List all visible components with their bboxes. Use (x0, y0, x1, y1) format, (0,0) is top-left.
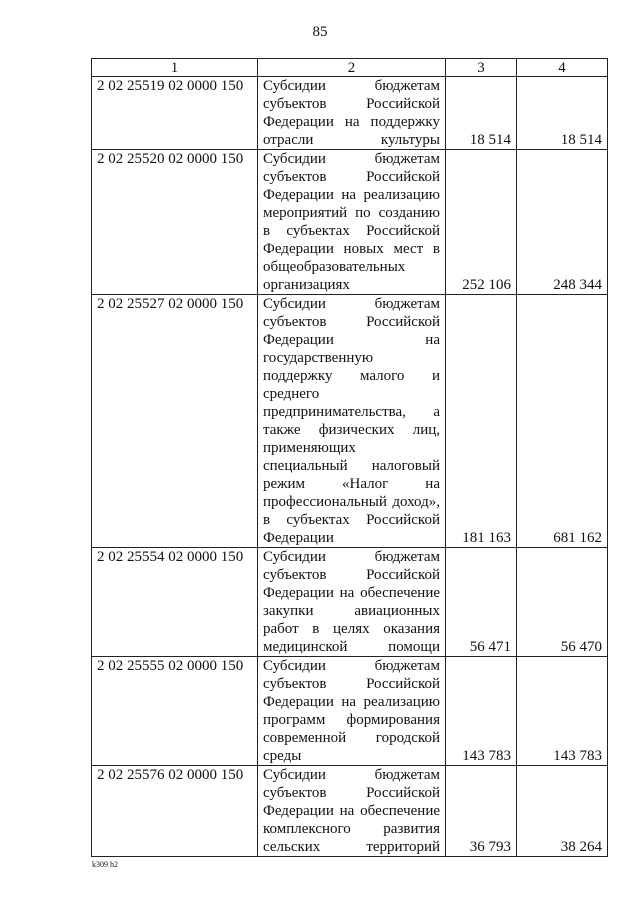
amount-col3-cell: 181 163 (446, 295, 517, 548)
description-cell: Субсидии бюджетам субъектов Российской Федерации на государственную поддержку малого и среднего предпринимательства, а также физических лиц, применяющих специальный налоговый режим «Налог на профессиональный доход», в субъектах Российской Федерации (258, 295, 446, 548)
amount-col4-cell: 56 470 (517, 548, 608, 657)
income-code-cell: 2 02 25520 02 0000 150 (92, 150, 258, 295)
income-code-cell: 2 02 25576 02 0000 150 (92, 766, 258, 857)
income-code-cell: 2 02 25519 02 0000 150 (92, 77, 258, 150)
column-header-4: 4 (517, 59, 608, 77)
amount-col3-cell: 36 793 (446, 766, 517, 857)
description-cell: Субсидии бюджетам субъектов Российской Федерации на обеспечение закупки авиационных работ в целях оказания медицинской помощи (258, 548, 446, 657)
table-row (92, 548, 608, 657)
description-cell: Субсидии бюджетам субъектов Российской Федерации на обеспечение комплексного развития сельских территорий (258, 766, 446, 857)
amount-col4-cell: 681 162 (517, 295, 608, 548)
amount-col3-cell: 252 106 (446, 150, 517, 295)
amount-col4-cell: 38 264 (517, 766, 608, 857)
page-number: 85 (312, 24, 328, 40)
table-row (92, 295, 608, 548)
amount-col3-cell: 56 471 (446, 548, 517, 657)
amount-col4-cell: 18 514 (517, 77, 608, 150)
column-header-1: 1 (92, 59, 258, 77)
table-row (92, 150, 608, 295)
budget-table (91, 58, 608, 857)
column-header-2: 2 (258, 59, 446, 77)
amount-col4-cell: 248 344 (517, 150, 608, 295)
table-row (92, 657, 608, 766)
income-code-cell: 2 02 25554 02 0000 150 (92, 548, 258, 657)
table-row (92, 766, 608, 857)
description-cell: Субсидии бюджетам субъектов Российской Федерации на реализацию мероприятий по созданию в субъектах Российской Федерации новых мест в общеобразовательных организациях (258, 150, 446, 295)
column-header-3: 3 (446, 59, 517, 77)
table-header-row (92, 59, 608, 77)
income-code-cell: 2 02 25527 02 0000 150 (92, 295, 258, 548)
amount-col4-cell: 143 783 (517, 657, 608, 766)
document-footer-code: k309 h2 (92, 860, 118, 869)
description-cell: Субсидии бюджетам субъектов Российской Федерации на поддержку отрасли культуры (258, 77, 446, 150)
description-cell: Субсидии бюджетам субъектов Российской Федерации на реализацию программ формирования современной городской среды (258, 657, 446, 766)
table-row (92, 77, 608, 150)
amount-col3-cell: 143 783 (446, 657, 517, 766)
income-code-cell: 2 02 25555 02 0000 150 (92, 657, 258, 766)
amount-col3-cell: 18 514 (446, 77, 517, 150)
